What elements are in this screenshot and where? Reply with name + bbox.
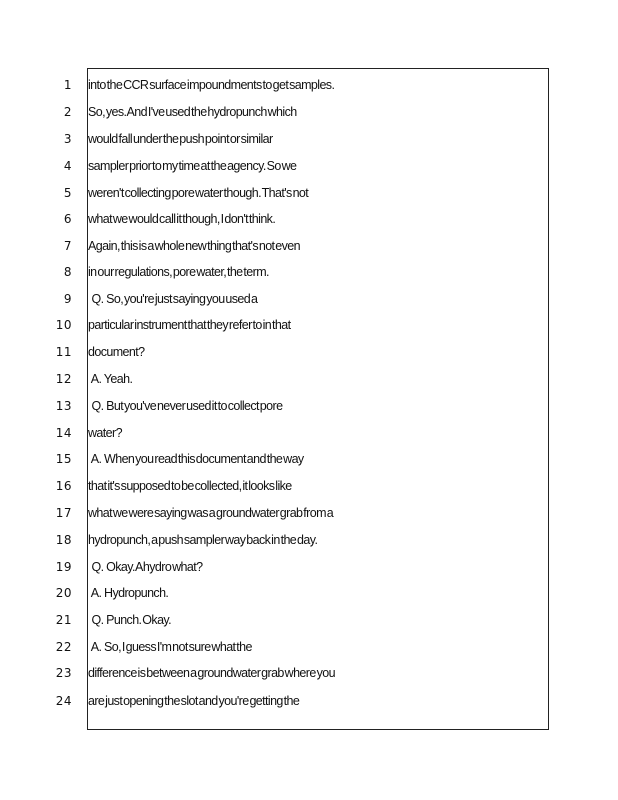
line-text: A. Yeah.	[88, 372, 133, 386]
line-text: difference is between a groundwater grab where you	[88, 666, 335, 680]
line-text: what we would call it though, I don't think.	[88, 212, 276, 226]
line-number: 13	[55, 399, 72, 413]
line-text: hydropunch, a push sampler way back in the day.	[88, 533, 318, 547]
line-text: A. So, I guess I'm not sure what the	[88, 640, 252, 654]
line-number: 19	[55, 560, 72, 574]
transcript-line	[0, 369, 618, 389]
line-number: 1	[63, 78, 72, 92]
line-text: Q. So, you're just saying you used a	[88, 292, 258, 306]
line-text: Q. Okay. A hydro what?	[88, 560, 203, 574]
line-text: what we were saying was a groundwater grab from a	[88, 506, 334, 520]
transcript-line	[0, 637, 618, 657]
transcript-line	[0, 423, 618, 443]
line-text: document?	[88, 345, 145, 359]
line-text: are just opening the slot and you're getting the	[88, 694, 300, 708]
line-text: into the CCR surface impoundments to get samples.	[88, 78, 335, 92]
line-number: 6	[63, 212, 72, 226]
line-text: A. Hydropunch.	[88, 586, 169, 600]
line-text: A. When you read this document and the way	[88, 452, 304, 466]
transcript-line	[0, 396, 618, 416]
transcript-line	[0, 102, 618, 122]
transcript-line	[0, 315, 618, 335]
transcript-line	[0, 530, 618, 550]
line-text: weren't collecting pore water though. That's not	[88, 186, 309, 200]
line-number: 11	[55, 345, 72, 359]
line-number: 9	[63, 292, 72, 306]
transcript-line	[0, 342, 618, 362]
line-text: sampler prior to my time at the agency. So we	[88, 159, 297, 173]
line-text: Q. But you've never used it to collect pore	[88, 399, 283, 413]
transcript-line	[0, 449, 618, 469]
line-number: 24	[55, 694, 72, 708]
transcript-line	[0, 503, 618, 523]
line-number: 16	[55, 479, 72, 493]
line-text: that it's supposed to be collected, it looks like	[88, 479, 292, 493]
transcript-line	[0, 691, 618, 711]
transcript-line	[0, 183, 618, 203]
transcript-line	[0, 209, 618, 229]
line-number: 3	[63, 132, 72, 146]
transcript-line	[0, 289, 618, 309]
transcript-line	[0, 476, 618, 496]
transcript-line	[0, 236, 618, 256]
transcript-line	[0, 156, 618, 176]
line-number: 5	[63, 186, 72, 200]
line-text: So, yes. And I've used the hydropunch which	[88, 105, 297, 119]
line-number: 17	[55, 506, 72, 520]
line-number: 20	[55, 586, 72, 600]
line-number: 23	[55, 666, 72, 680]
line-number: 22	[55, 640, 72, 654]
transcript-line	[0, 75, 618, 95]
line-text: in our regulations, pore water, the term.	[88, 265, 269, 279]
line-number: 14	[55, 426, 72, 440]
transcript-line	[0, 262, 618, 282]
line-number: 4	[63, 159, 72, 173]
transcript-line	[0, 663, 618, 683]
line-text: Q. Punch. Okay.	[88, 613, 172, 627]
transcript-line	[0, 583, 618, 603]
line-number: 10	[55, 318, 72, 332]
line-text: particular instrument that they refer to in that	[88, 318, 291, 332]
line-number: 21	[55, 613, 72, 627]
line-number: 7	[63, 239, 72, 253]
line-number: 18	[55, 533, 72, 547]
line-text: Again, this is a whole new thing that's not even	[88, 239, 300, 253]
transcript-line	[0, 129, 618, 149]
transcript-line	[0, 610, 618, 630]
transcript-line	[0, 557, 618, 577]
line-number: 8	[63, 265, 72, 279]
line-text: would fall under the push point or similar	[88, 132, 273, 146]
line-text: water?	[88, 426, 122, 440]
line-number: 2	[63, 105, 72, 119]
line-number: 12	[55, 372, 72, 386]
line-number: 15	[55, 452, 72, 466]
